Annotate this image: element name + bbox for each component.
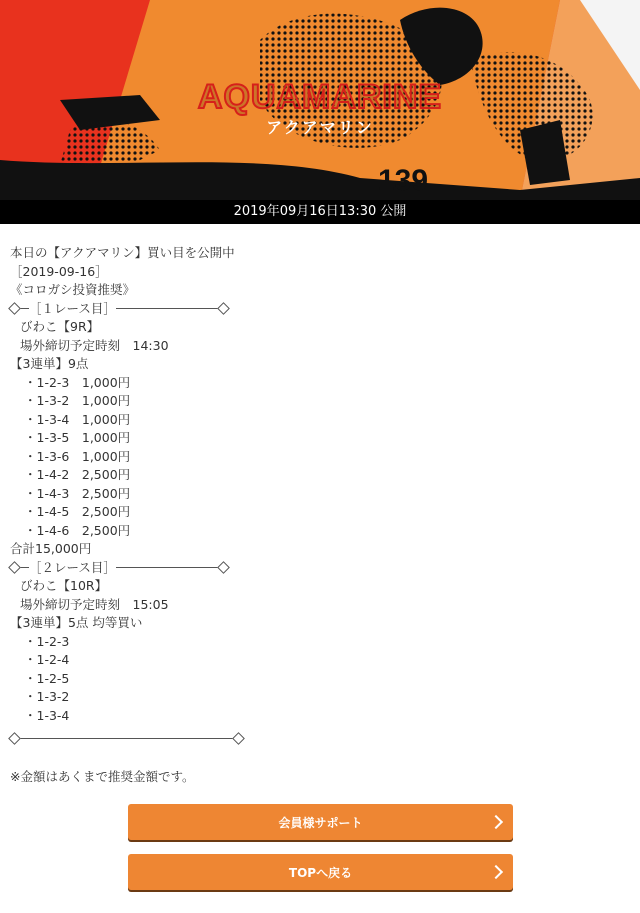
- chevron-right-icon: [489, 865, 503, 879]
- post-line: 本日の【アクアマリン】買い目を公開中: [10, 245, 235, 260]
- race-heading: ［２レース目］: [29, 559, 116, 575]
- post-line: ［2019-09-16］: [10, 263, 108, 279]
- post-body: [0, 224, 640, 786]
- diamond-icon: [217, 302, 230, 315]
- post-line: 場外締切予定時刻 15:05: [20, 596, 169, 612]
- back-to-top-label: TOPへ戻る: [288, 865, 353, 880]
- post-line: 《コロガシ投資推奨》: [10, 282, 136, 297]
- header-banner: [0, 0, 640, 200]
- divider: [116, 308, 219, 309]
- diamond-icon: [8, 561, 21, 574]
- race-separator: [10, 559, 228, 578]
- post-line: ・1-2-3: [24, 633, 70, 649]
- diamond-icon: [8, 302, 21, 315]
- post-line: ・1-3-4: [24, 707, 70, 723]
- post-line: ・1-4-6 2,500円: [24, 522, 131, 538]
- post-line: ・1-3-2 1,000円: [24, 393, 131, 408]
- brand-subtitle: アクアマリン: [266, 118, 374, 137]
- post-line: ・1-4-3 2,500円: [24, 485, 131, 501]
- chevron-right-icon: [489, 815, 503, 829]
- post-line: ・1-2-4: [24, 652, 70, 667]
- post-line: 場外締切予定時刻 14:30: [20, 337, 169, 353]
- post-line: 合計15,000円: [10, 541, 92, 556]
- divider: [116, 567, 219, 568]
- diamond-icon: [232, 732, 245, 745]
- back-to-top-button[interactable]: [128, 854, 513, 890]
- race-heading: ［１レース目］: [29, 300, 116, 316]
- closing-separator: [10, 729, 243, 748]
- member-support-label: 会員様サポート: [278, 815, 363, 830]
- brand-logo: AQUAMARINE: [197, 78, 443, 116]
- divider: [19, 738, 234, 739]
- diamond-icon: [217, 561, 230, 574]
- svg-text:139: 139: [378, 164, 429, 197]
- member-support-button[interactable]: [128, 804, 513, 840]
- diamond-icon: [8, 732, 21, 745]
- post-line: ・1-3-5 1,000円: [24, 430, 131, 445]
- post-lines: [10, 244, 630, 748]
- post-line: ・1-4-2 2,500円: [24, 467, 131, 482]
- publish-date-bar: [0, 200, 640, 224]
- post-line: 【3連単】9点: [10, 356, 89, 371]
- post-line: びわこ【9R】: [20, 319, 100, 334]
- post-line: 【3連単】5点 均等買い: [10, 615, 143, 630]
- post-line: ・1-2-3 1,000円: [24, 374, 131, 390]
- race-separator: [10, 300, 228, 319]
- post-line: ・1-4-5 2,500円: [24, 504, 131, 519]
- disclaimer-note: ※金額はあくまで推奨金額です。: [10, 768, 195, 784]
- post-line: ・1-3-2: [24, 689, 70, 704]
- post-line: ・1-3-6 1,000円: [24, 448, 131, 464]
- post-line: ・1-3-4 1,000円: [24, 411, 131, 427]
- post-line: びわこ【10R】: [20, 578, 108, 593]
- post-line: ・1-2-5: [24, 670, 70, 686]
- publish-date: 2019年09月16日13:30 公開: [233, 204, 407, 219]
